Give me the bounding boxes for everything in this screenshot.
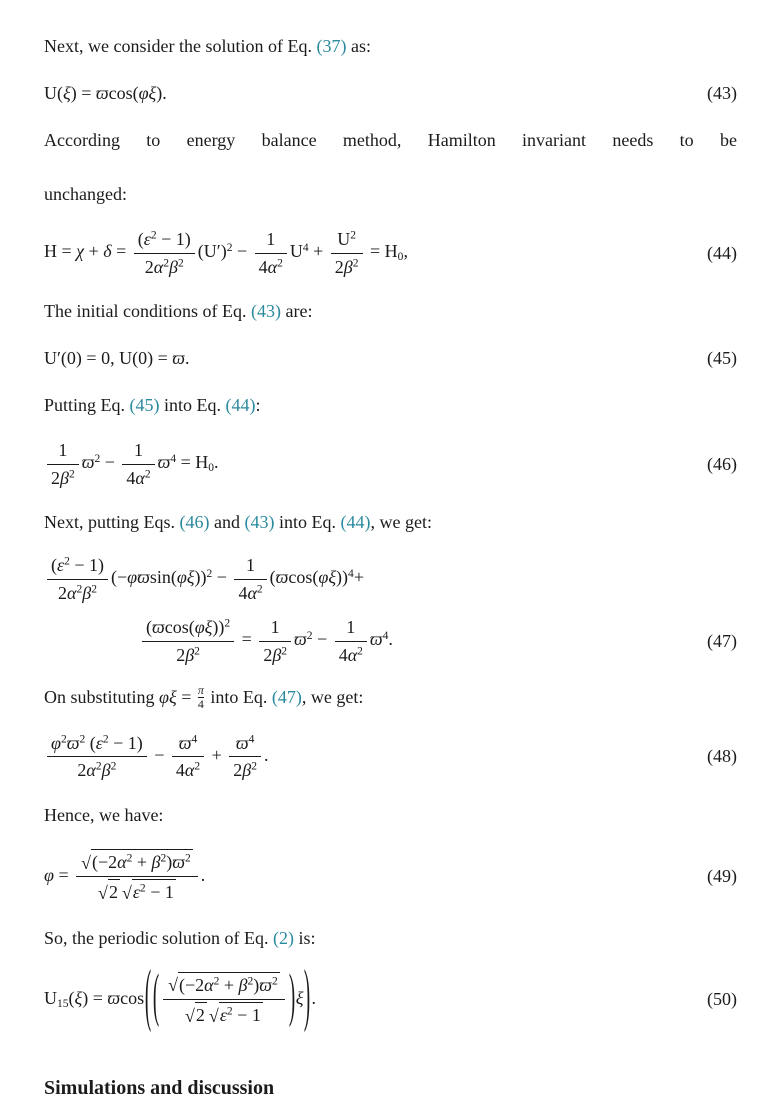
sqrt-radical: √ $\varepsilon^2 - 1$: [209, 1002, 263, 1027]
big-paren: (: [144, 955, 152, 1034]
equation-number: (46): [707, 453, 737, 474]
paragraph: Next, putting Eqs. (46) and (43) into Eq. (44), we get:: [44, 512, 432, 532]
fraction: $\frac{1}{4\alpha^2}$: [255, 228, 287, 278]
equation-45: [44, 345, 737, 372]
eq-ref-link[interactable]: (2): [272, 927, 294, 948]
paragraph: Next, we consider the solution of Eq. (37) as:: [44, 36, 371, 56]
equation-math: H = χ + δ = $\frac{(\varepsilon^2 - 1)}{2\alpha^2\beta^2}$ $(U')^2$ − $\frac{1}{4\alpha^2}$ $U^4$ + $\frac{U^2}{2\beta^2}$ = $H_0$,: [44, 229, 408, 277]
paragraph: So, the periodic solution of Eq. (2) is:: [44, 927, 316, 948]
paragraph: On substituting φξ = $\frac{\pi}{4}$ into Eq. (47), we get:: [44, 683, 364, 712]
equation-49: [44, 849, 737, 905]
paragraph: Hence, we have:: [44, 804, 164, 825]
equation-43: [44, 80, 737, 107]
eq-ref-link[interactable]: (44): [225, 395, 256, 415]
fraction: $\frac{U^2}{2\beta^2}$: [331, 228, 363, 278]
equation-math-line1: $\frac{(\varepsilon^2 - 1)}{2\alpha^2\beta^2}$ $(-\varphi ϖ\sin(\varphi\xi))^2$ − $\frac{1}{4\alpha^2}$ $(ϖ\cos(\varphi\xi))^4+$: [44, 554, 737, 604]
eq-ref-link[interactable]: (47): [271, 687, 302, 708]
equation-math: φ = √ $(-2\alpha^2 + \beta^2)ϖ^2$ √ 2 √ $\varepsilon^2 - 1$ .: [44, 849, 695, 905]
equation-math: U′(0) = 0, U(0) = ϖ.: [44, 348, 190, 368]
fraction: $\frac{1}{2\beta^2}$: [259, 616, 291, 666]
fraction: $\frac{ϖ^4}{4\alpha^2}$: [172, 732, 204, 782]
fraction: $\frac{ϖ^4}{2\beta^2}$: [229, 732, 261, 782]
equation-math: U(ξ) = ϖcos(φξ).: [44, 83, 167, 103]
fraction: $\frac{1}{4\alpha^2}$: [122, 439, 154, 489]
equation-46: [44, 439, 737, 489]
equation-47: [44, 554, 737, 666]
eq-ref-link[interactable]: (37): [316, 36, 347, 56]
fraction: $\frac{(\varepsilon^2 - 1)}{2\alpha^2\beta^2}$: [47, 554, 108, 604]
eq-ref-link[interactable]: (44): [340, 512, 371, 532]
equation-math: $U_{15}(\xi) = ϖ\cos$(( √ $(-2\alpha^2 + \beta^2)ϖ^2$ √ 2 √ $\varepsilon^2 - 1$ )ξ).: [44, 972, 695, 1028]
equation-number: (50): [707, 988, 737, 1009]
equation-math: $\frac{1}{2\beta^2}$ $ϖ^2$ − $\frac{1}{4\alpha^2}$ $ϖ^4 = H_0$.: [44, 439, 695, 489]
fraction: $\frac{\varphi^2ϖ^2 (\varepsilon^2 - 1)}{2\alpha^2\beta^2}$: [47, 732, 147, 782]
equation-44: [44, 228, 737, 278]
equation-number: (44): [707, 242, 737, 263]
equation-number: (45): [707, 348, 737, 368]
fraction: $\frac{\pi}{4}$: [197, 683, 204, 712]
article-body: [44, 33, 737, 1103]
section-heading: Simulations and discussion: [44, 1077, 275, 1100]
equation-48: [44, 732, 737, 782]
fraction: $\frac{1}{2\beta^2}$: [47, 439, 79, 489]
equation-50: [44, 955, 737, 1034]
paragraph: According to energy balance method, Hamilton invariant needs to beunchanged:: [44, 130, 737, 204]
sqrt-radical: √ $\varepsilon^2 - 1$: [122, 879, 176, 904]
eq-ref-link[interactable]: (46): [179, 512, 210, 532]
sqrt-radical: √ $(-2\alpha^2 + \beta^2)ϖ^2$: [168, 972, 280, 997]
sqrt-radical: √ $(-2\alpha^2 + \beta^2)ϖ^2$: [81, 849, 193, 874]
eq-ref-link[interactable]: (43): [244, 512, 275, 532]
equation-number: (43): [707, 83, 737, 103]
big-paren: ): [288, 962, 295, 1029]
sqrt-radical: √ 2: [98, 879, 120, 904]
fraction: [163, 972, 285, 1028]
equation-number: (48): [707, 746, 737, 767]
fraction: $\frac{(\varepsilon^2 - 1)}{2\alpha^2\beta^2}$: [134, 228, 195, 278]
fraction: $\frac{1}{4\alpha^2}$: [335, 616, 367, 666]
equation-number: (49): [707, 866, 737, 887]
fraction: $\frac{(ϖ\cos(\varphi\xi))^2}{2\beta^2}$: [142, 616, 234, 666]
equation-number: (47): [707, 630, 737, 651]
sqrt-radical: √ 2: [185, 1002, 207, 1027]
paragraph: The initial conditions of Eq. (43) are:: [44, 301, 313, 321]
equation-math: $\frac{\varphi^2ϖ^2 (\varepsilon^2 - 1)}{2\alpha^2\beta^2}$ − $\frac{ϖ^4}{4\alpha^2}$ + $\frac{ϖ^4}{2\beta^2}$ .: [44, 732, 695, 782]
eq-ref-link[interactable]: (43): [250, 301, 281, 321]
big-paren: (: [152, 962, 160, 1029]
paragraph: Putting Eq. (45) into Eq. (44):: [44, 395, 261, 415]
big-paren: ): [304, 955, 311, 1034]
equation-math-line2: $\frac{(ϖ\cos(\varphi\xi))^2}{2\beta^2}$ = $\frac{1}{2\beta^2}$ $ϖ^2$ − $\frac{1}{4\alpha^2}$ $ϖ^4$.: [139, 616, 695, 666]
fraction: $\frac{1}{4\alpha^2}$: [234, 554, 266, 604]
eq-ref-link[interactable]: (45): [129, 395, 160, 415]
fraction: [76, 849, 198, 905]
